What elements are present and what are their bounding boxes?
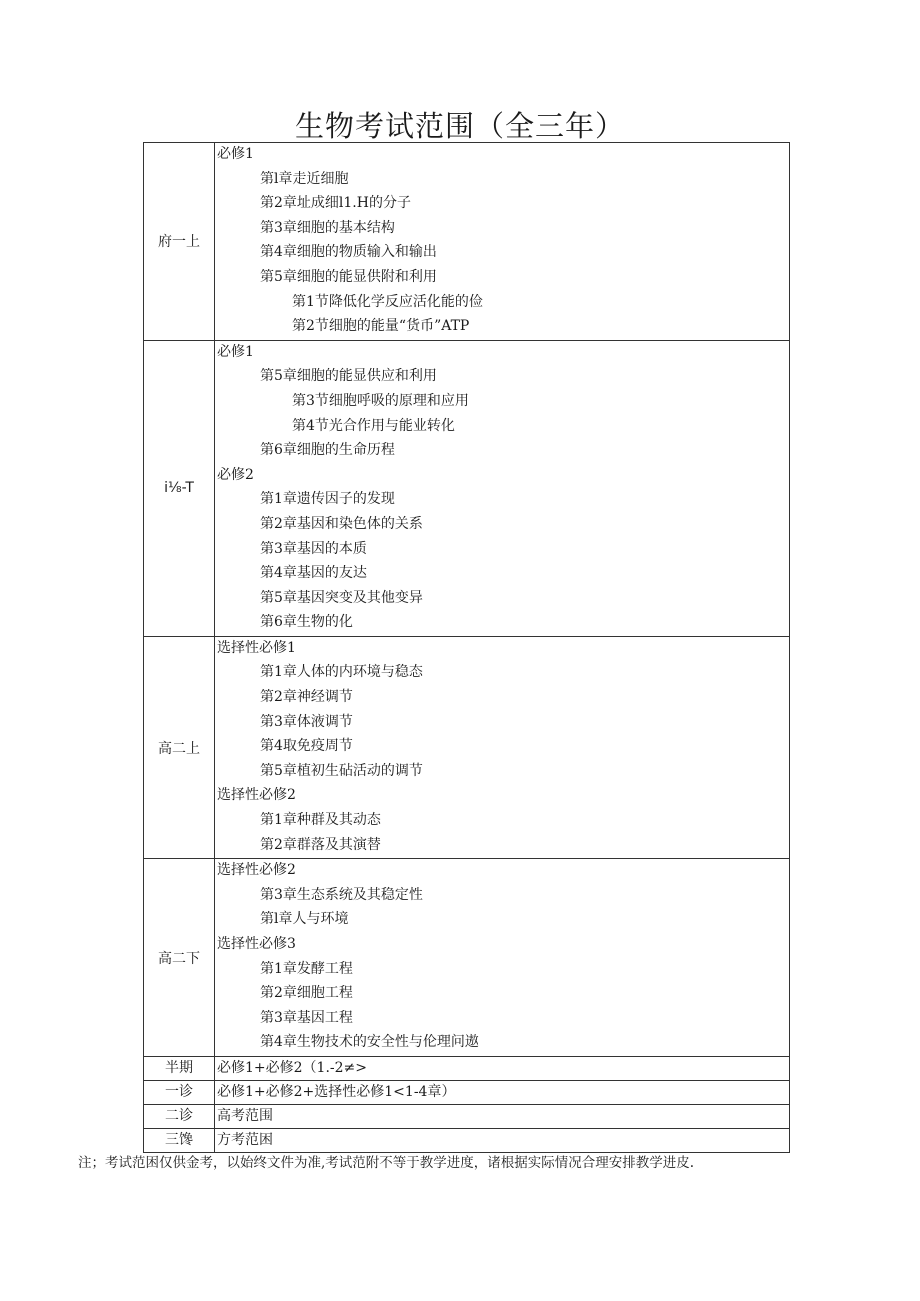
chapter-item: 第4章细胞的物质输入和输出 bbox=[260, 244, 437, 261]
section-item: 第3节细胞呼吸的原理和应用 bbox=[292, 392, 469, 409]
chapter-item: 第5章细胞的能显供附和利用 bbox=[260, 268, 437, 285]
course-heading: 必修1 bbox=[217, 343, 254, 360]
course-heading: 选择性必修2 bbox=[217, 862, 296, 879]
section-row bbox=[144, 636, 790, 858]
chapter-item: 第5章植初生砧活动的调节 bbox=[260, 762, 423, 779]
course-heading: 选择性必修3 bbox=[217, 936, 296, 952]
chapter-item: 第1章发酵工程 bbox=[260, 960, 353, 977]
section-item: 第2节细胞的能量“货币”ATP bbox=[292, 318, 470, 335]
chapter-item: 第1章人体的内环境与稳态 bbox=[260, 664, 423, 681]
exam-scope: 方考范困 bbox=[215, 1128, 790, 1152]
section-label: 府一上 bbox=[144, 143, 215, 341]
chapter-item: 第5章基因突变及其他变异 bbox=[260, 589, 423, 606]
chapter-item: 第4取免疫周节 bbox=[260, 738, 353, 755]
exam-label: 一诊 bbox=[144, 1080, 215, 1104]
exam-scope: 必修1+必修2（1.-2≠> bbox=[215, 1056, 790, 1080]
exam-row bbox=[144, 1056, 790, 1080]
course-heading: 选择性必修2 bbox=[217, 787, 296, 804]
section-row bbox=[144, 340, 790, 636]
exam-row bbox=[144, 1080, 790, 1104]
course-heading: 必修2 bbox=[217, 466, 254, 483]
section-content bbox=[215, 859, 790, 1057]
chapter-item: 第2章细胞工程 bbox=[260, 985, 353, 1002]
section-row bbox=[144, 859, 790, 1057]
chapter-item: 第1章种群及其动态 bbox=[260, 812, 381, 829]
section-content bbox=[215, 636, 790, 858]
chapter-item: 第4章生物技术的安全性与伦理问遨 bbox=[260, 1034, 479, 1051]
chapter-item: 第3章基因工程 bbox=[260, 1009, 353, 1026]
chapter-item: 第5章细胞的能显供应和利用 bbox=[260, 368, 437, 385]
chapter-item: 第3章生态系统及其稳定性 bbox=[260, 886, 423, 903]
chapter-item: 第3章细胞的基本结构 bbox=[260, 219, 395, 236]
section-content bbox=[215, 340, 790, 636]
section-label: i⅛-T bbox=[144, 340, 215, 636]
section-content bbox=[215, 143, 790, 341]
section-label: 高二上 bbox=[144, 636, 215, 858]
course-heading: 选择性必修1 bbox=[217, 639, 296, 656]
chapter-item: 第2章基因和染色体的关系 bbox=[260, 515, 423, 532]
chapter-item: 第6章细胞的生命历程 bbox=[260, 442, 395, 459]
exam-scope: 高考范围 bbox=[215, 1104, 790, 1128]
chapter-item: 第2章群落及其演替 bbox=[260, 836, 381, 853]
chapter-item: 第3章基因的本质 bbox=[260, 540, 367, 557]
chapter-item: 第1章遗传因子的发现 bbox=[260, 491, 395, 508]
exam-label: 二诊 bbox=[144, 1104, 215, 1128]
exam-label: 三馋 bbox=[144, 1128, 215, 1152]
exam-scope-table bbox=[143, 142, 790, 1153]
section-item: 第1节降低化学反应活化能的俭 bbox=[292, 293, 483, 310]
course-heading: 必修1 bbox=[217, 146, 254, 162]
exam-label: 半期 bbox=[144, 1056, 215, 1080]
chapter-item: 第4章基因的友达 bbox=[260, 565, 367, 582]
chapter-item: 第l章人与环境 bbox=[260, 911, 349, 928]
exam-row bbox=[144, 1128, 790, 1152]
chapter-item: 第2章神经调节 bbox=[260, 689, 353, 706]
exam-scope: 必修1+必修2+选择性必修1<1-4章） bbox=[215, 1080, 790, 1104]
section-row bbox=[144, 143, 790, 341]
section-item: 第4节光合作用与能业转化 bbox=[292, 417, 455, 434]
footnote: 注；考试范困仅供金考，以始终文件为准,考试范附不等于教学进度，诸根据实际情况合理安排教学进皮. bbox=[78, 1155, 695, 1171]
chapter-item: 第l章走近细胞 bbox=[260, 170, 349, 187]
chapter-item: 第3章体液调节 bbox=[260, 713, 353, 730]
chapter-item: 第6章生物的化 bbox=[260, 614, 353, 631]
exam-row bbox=[144, 1104, 790, 1128]
page-title: 生物考试范围（全三年） bbox=[294, 109, 625, 143]
chapter-item: 第2章址成细l1.H的分子 bbox=[260, 195, 411, 212]
section-label: 高二下 bbox=[144, 859, 215, 1057]
